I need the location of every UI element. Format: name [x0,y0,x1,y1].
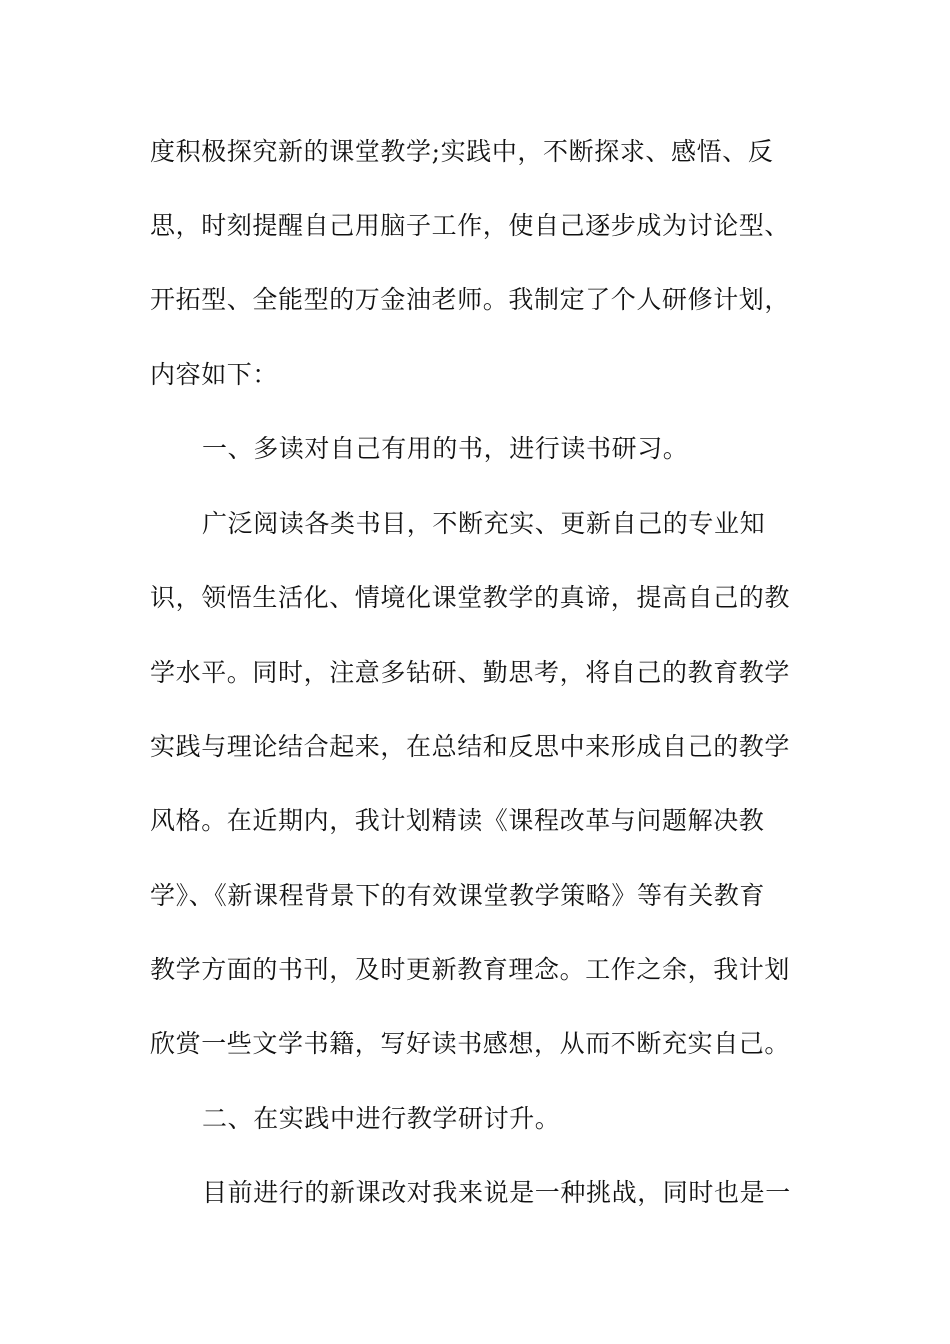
text-line: 学水平。同时，注意多钻研、勤思考，将自己的教育教学 [150,658,791,687]
text-line: 度积极探究新的课堂教学;实践中，不断探求、感悟、反 [150,137,774,166]
paragraph-first-line: 广泛阅读各类书目，不断充实、更新自己的专业知 [202,509,766,538]
text-line: 欣赏一些文学书籍，写好读书感想，从而不断充实自己。 [150,1029,791,1058]
text-line: 教学方面的书刊，及时更新教育理念。工作之余，我计划 [150,955,791,984]
section-heading: 二、在实践中进行教学研讨升。 [202,1104,561,1133]
text-line: 开拓型、全能型的万金油老师。我制定了个人研修计划， [150,285,791,314]
text-line: 思，时刻提醒自己用脑子工作，使自己逐步成为讨论型、 [150,211,791,240]
text-line: 风格。在近期内，我计划精读《课程改革与问题解决教 [150,806,765,835]
text-line: 实践与理论结合起来，在总结和反思中来形成自己的教学 [150,732,791,761]
text-line: 内容如下： [150,360,279,389]
paragraph-first-line: 目前进行的新课改对我来说是一种挑战，同时也是一 [202,1178,791,1207]
text-line: 识，领悟生活化、情境化课堂教学的真谛，提高自己的教 [150,583,791,612]
text-line: 学》、《新课程背景下的有效课堂教学策略》等有关教育 [150,881,766,910]
section-heading: 一、多读对自己有用的书，进行读书研习。 [202,434,689,463]
